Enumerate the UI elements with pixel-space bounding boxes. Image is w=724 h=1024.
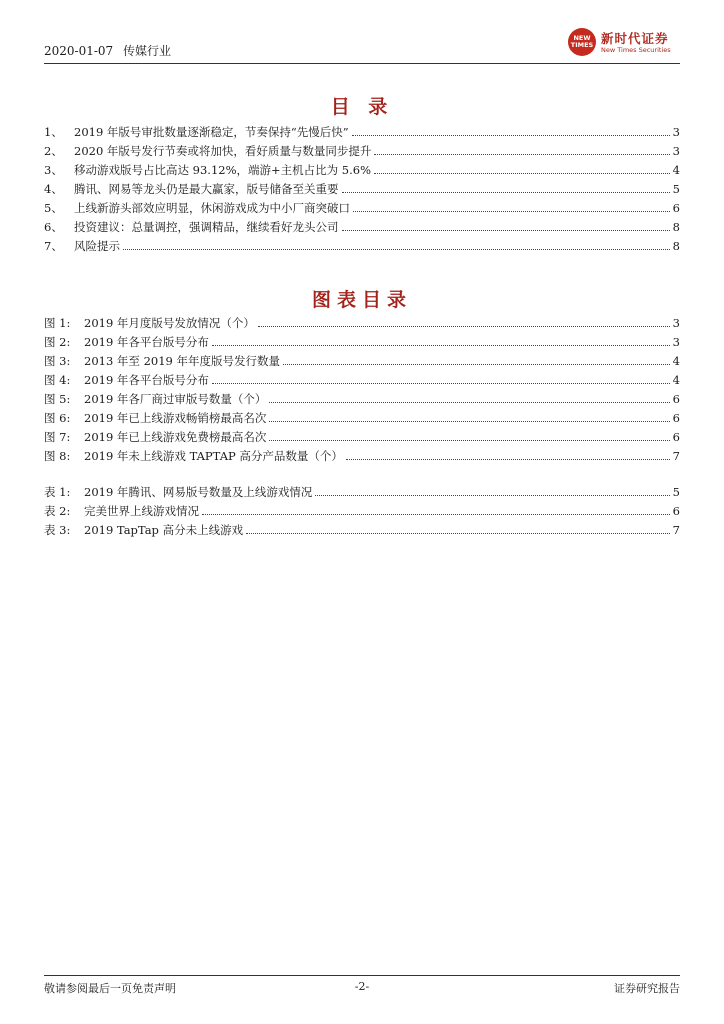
figure-item-number: 图 3: bbox=[44, 354, 71, 368]
toc-item-page: 3 bbox=[672, 144, 680, 158]
toc-item[interactable] bbox=[44, 143, 680, 162]
table-item-number: 表 3: bbox=[44, 523, 71, 537]
dot-leader bbox=[246, 533, 670, 534]
dot-leader bbox=[346, 459, 670, 460]
toc-item[interactable] bbox=[44, 162, 680, 181]
figure-item-page: 4 bbox=[672, 373, 680, 387]
figure-item-page: 3 bbox=[672, 316, 680, 330]
company-logo bbox=[568, 28, 680, 60]
dot-leader bbox=[315, 495, 670, 496]
logo-chinese-name: 新时代证券 bbox=[601, 31, 669, 46]
toc-item-number: 6、 bbox=[44, 220, 63, 234]
disclaimer-note: 敬请参阅最后一页免责声明 bbox=[44, 982, 176, 995]
figure-item-page: 7 bbox=[672, 449, 680, 463]
figure-item-text: 2019 年各平台版号分布 bbox=[84, 335, 209, 349]
figure-item[interactable] bbox=[44, 353, 680, 372]
figure-item-text: 2019 年已上线游戏畅销榜最高名次 bbox=[84, 411, 267, 425]
report-type: 证券研究报告 bbox=[614, 982, 680, 995]
page-header bbox=[44, 28, 680, 62]
toc-item-text: 上线新游头部效应明显，休闲游戏成为中小厂商突破口 bbox=[74, 201, 350, 215]
table-item-text: 2019 TapTap 高分未上线游戏 bbox=[84, 523, 244, 537]
figure-item-number: 图 6: bbox=[44, 411, 71, 425]
toc-item-number: 1、 bbox=[44, 125, 63, 139]
dot-leader bbox=[212, 345, 670, 346]
toc-item-text: 腾讯、网易等龙头仍是最大赢家，版号储备至关重要 bbox=[74, 182, 339, 196]
dot-leader bbox=[269, 440, 670, 441]
figure-item[interactable] bbox=[44, 429, 680, 448]
figure-item-number: 图 4: bbox=[44, 373, 71, 387]
figure-item-text: 2013 年至 2019 年年度版号发行数量 bbox=[84, 354, 280, 368]
figure-item-page: 6 bbox=[672, 430, 680, 444]
toc-item-number: 4、 bbox=[44, 182, 63, 196]
figure-item[interactable] bbox=[44, 315, 680, 334]
table-item[interactable] bbox=[44, 503, 680, 522]
header-divider bbox=[44, 63, 680, 64]
figure-item[interactable] bbox=[44, 372, 680, 391]
figure-item[interactable] bbox=[44, 410, 680, 429]
toc-item-text: 投资建议：总量调控，强调精品，继续看好龙头公司 bbox=[74, 220, 339, 234]
figure-item-page: 6 bbox=[672, 411, 680, 425]
table-item-page: 6 bbox=[672, 504, 680, 518]
logo-english-name: New Times Securities bbox=[601, 46, 671, 54]
dot-leader bbox=[283, 364, 670, 365]
toc-item[interactable] bbox=[44, 124, 680, 143]
figures-title: 图表目录 bbox=[311, 289, 412, 311]
table-item-number: 表 1: bbox=[44, 485, 71, 499]
figure-item-number: 图 8: bbox=[44, 449, 71, 463]
toc-item[interactable] bbox=[44, 200, 680, 219]
table-item-page: 5 bbox=[672, 485, 680, 499]
toc-item-text: 2019 年版号审批数量逐渐稳定，节奏保持“先慢后快” bbox=[74, 125, 349, 139]
figure-item-page: 4 bbox=[672, 354, 680, 368]
logo-emblem: NEW TIMES bbox=[568, 28, 596, 56]
figure-item-text: 2019 年各厂商过审版号数量（个） bbox=[84, 392, 267, 406]
toc-item[interactable] bbox=[44, 219, 680, 238]
toc-item-number: 2、 bbox=[44, 144, 63, 158]
toc-item-text: 移动游戏版号占比高达 93.12%，端游+主机占比为 5.6% bbox=[74, 163, 372, 177]
table-item[interactable] bbox=[44, 484, 680, 503]
table-item-text: 完美世界上线游戏情况 bbox=[84, 504, 199, 518]
toc-item-page: 6 bbox=[672, 201, 680, 215]
dot-leader bbox=[374, 173, 670, 174]
dot-leader bbox=[374, 154, 670, 155]
dot-leader bbox=[269, 402, 670, 403]
dot-leader bbox=[212, 383, 670, 384]
figure-item-text: 2019 年已上线游戏免费榜最高名次 bbox=[84, 430, 267, 444]
toc-list bbox=[44, 124, 680, 257]
toc-item-text: 风险提示 bbox=[74, 239, 120, 253]
toc-item-number: 7、 bbox=[44, 239, 63, 253]
figure-item-text: 2019 年未上线游戏 TAPTAP 高分产品数量（个） bbox=[84, 449, 343, 463]
toc-item-page: 8 bbox=[672, 220, 680, 234]
dot-leader bbox=[258, 326, 670, 327]
toc-item-page: 5 bbox=[672, 182, 680, 196]
table-list bbox=[44, 484, 680, 541]
figure-item[interactable] bbox=[44, 391, 680, 410]
industry-label: 传媒行业 bbox=[123, 44, 172, 58]
figure-item-text: 2019 年各平台版号分布 bbox=[84, 373, 209, 387]
figure-item-text: 2019 年月度版号发放情况（个） bbox=[84, 316, 255, 330]
footer-divider bbox=[44, 975, 680, 976]
figure-item[interactable] bbox=[44, 334, 680, 353]
page-number: -2- bbox=[354, 980, 370, 993]
figure-item-page: 6 bbox=[672, 392, 680, 406]
toc-title: 目 录 bbox=[330, 96, 394, 118]
table-item[interactable] bbox=[44, 522, 680, 541]
figure-item-number: 图 7: bbox=[44, 430, 71, 444]
report-date: 2020-01-07 bbox=[44, 44, 114, 58]
toc-item-text: 2020 年版号发行节奏或将加快，看好质量与数量同步提升 bbox=[74, 144, 372, 158]
figure-item[interactable] bbox=[44, 448, 680, 467]
toc-item[interactable] bbox=[44, 238, 680, 257]
figure-list bbox=[44, 315, 680, 467]
toc-item-page: 3 bbox=[672, 125, 680, 139]
toc-item-page: 4 bbox=[672, 163, 680, 177]
dot-leader bbox=[342, 230, 671, 231]
dot-leader bbox=[202, 514, 670, 515]
table-item-text: 2019 年腾讯、网易版号数量及上线游戏情况 bbox=[84, 485, 313, 499]
toc-item[interactable] bbox=[44, 181, 680, 200]
figure-item-number: 图 2: bbox=[44, 335, 71, 349]
toc-item-number: 5、 bbox=[44, 201, 63, 215]
dot-leader bbox=[123, 249, 670, 250]
header-left bbox=[44, 42, 177, 59]
table-item-number: 表 2: bbox=[44, 504, 71, 518]
toc-item-page: 8 bbox=[672, 239, 680, 253]
dot-leader bbox=[269, 421, 670, 422]
table-item-page: 7 bbox=[672, 523, 680, 537]
dot-leader bbox=[353, 211, 670, 212]
figure-item-page: 3 bbox=[672, 335, 680, 349]
toc-item-number: 3、 bbox=[44, 163, 63, 177]
dot-leader bbox=[342, 192, 671, 193]
dot-leader bbox=[352, 135, 670, 136]
figure-item-number: 图 1: bbox=[44, 316, 71, 330]
figure-item-number: 图 5: bbox=[44, 392, 71, 406]
